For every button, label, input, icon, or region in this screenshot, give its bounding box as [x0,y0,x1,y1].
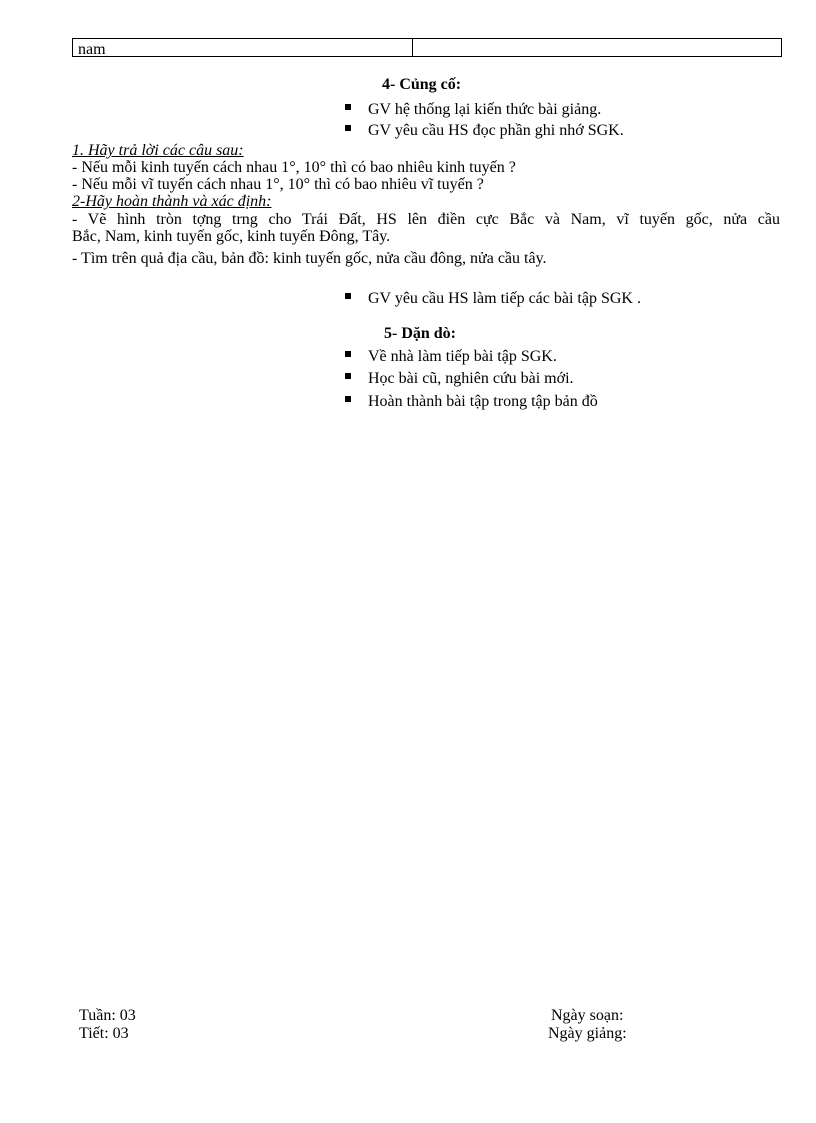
lesson-table-fragment [72,38,782,57]
section-5-bullet-2 [345,369,574,389]
bullet-text: Học bài cũ, nghiên cứu bài mới. [368,370,574,387]
bullet-text: GV yêu cầu HS làm tiếp các bài tập SGK . [368,290,641,307]
bullet-text: Hoàn thành bài tập trong tập bản đồ [368,393,598,410]
exercise-2-line-1: - Vẽ hình tròn tợng trng cho Trái Đất, HS lên điền cực Bắc và Nam, vĩ tuyến gốc, nửa cầu [72,211,780,228]
exercise-1-title: 1. Hãy trả lời các câu sau: [72,142,244,159]
section-4-bullet-2 [345,121,624,141]
bullet-text: GV yêu cầu HS đọc phần ghi nhớ SGK. [368,122,624,139]
week-label: Tuần: 03 [79,1007,136,1024]
square-bullet-icon [345,396,351,402]
section-5-heading: 5- Dặn dò: [384,325,457,342]
section-5-bullet-1 [345,347,557,367]
section-4-heading: 4- Củng cố: [382,76,462,93]
exercise-1-line-2: - Nếu mỗi vĩ tuyến cách nhau 1°, 10° thì có bao nhiêu vĩ tuyến ? [72,176,484,193]
square-bullet-icon [345,373,351,379]
exercise-2-line-2: Bắc, Nam, kinh tuyến gốc, kinh tuyến Đông, Tây. [72,228,391,245]
table-cell-right [413,39,781,56]
exercise-1-line-1: - Nếu mỗi kinh tuyến cách nhau 1°, 10° thì có bao nhiêu kinh tuyến ? [72,159,516,176]
period-label: Tiết: 03 [79,1025,129,1042]
bullet-text: GV hệ thống lại kiến thức bài giảng. [368,101,602,118]
exercise-2-line-3: - Tìm trên quả địa cầu, bản đồ: kinh tuyến gốc, nửa cầu đông, nửa cầu tây. [72,250,547,267]
table-cell-left: nam [73,39,413,56]
prep-date-label: Ngày soạn: [551,1007,624,1024]
teach-date-label: Ngày giảng: [548,1025,627,1042]
section-4-extra-bullet [345,289,641,309]
square-bullet-icon [345,351,351,357]
section-5-bullet-3 [345,392,598,412]
bullet-text: Về nhà làm tiếp bài tập SGK. [368,348,557,365]
section-4-bullet-1 [345,100,601,120]
exercise-2-title: 2-Hãy hoàn thành và xác định: [72,193,272,210]
square-bullet-icon [345,293,351,299]
square-bullet-icon [345,104,351,110]
square-bullet-icon [345,125,351,131]
